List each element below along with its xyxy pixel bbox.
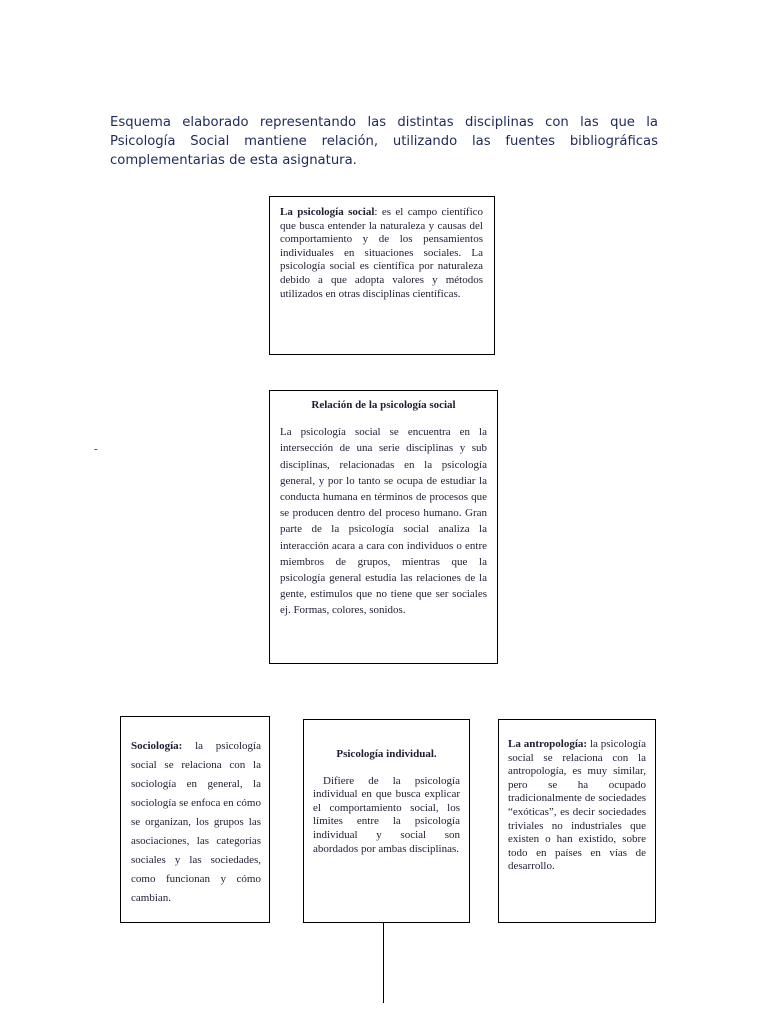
individual-psychology-body: Difiere de la psicología individual en que busca explicar el comportamiento social, los límites entre la psicología individual y social son abordados por ambas disciplinas. [313, 774, 460, 855]
stray-mark: - [94, 443, 98, 455]
relation-title: Relación de la psicología social [311, 399, 456, 411]
connector-line [383, 923, 384, 1003]
sociology-text [131, 737, 261, 908]
individual-psychology-box [303, 719, 470, 923]
relation-body: La psicología social se encuentra en la intersección de una serie disciplinas y sub disciplinas, relacionadas en la psicología general, y por lo tanto se ocupa de estudiar la conducta humana en términos de procesos que se producen dentro del proceso humano. Gran parte de la psicología social analiza la interacción acara a cara con individuos o entre miembros de grupos, mientras que la psicología general estudia las relaciones de la gente, estimulos que no tiene que ser sociales ej. Formas, colores, sonidos. [280, 426, 487, 617]
definition-box [269, 196, 495, 355]
definition-heading: La psicología social [280, 206, 375, 218]
anthropology-text [508, 738, 646, 874]
sociology-body: la psicología social se relaciona con la sociología en general, la sociología se enfoca en cómo se organizan, los grupos las asociaciones, las categorías sociales y las sociedades, como funcionan y cómo cambian. [131, 740, 261, 904]
anthropology-body: la psicología social se relaciona con la antropología, es muy similar, pero se ha ocupado tradicionalmente de sociedades “exóticas”, es decir sociedades triviales no industriales que existen o han existido, sobre todo en países en vías de desarrollo. [508, 738, 646, 873]
anthropology-box [498, 719, 656, 923]
individual-psychology-title: Psicología individual. [336, 748, 437, 760]
sociology-heading: Sociología: [131, 740, 183, 752]
definition-text [280, 206, 483, 301]
anthropology-heading: La antropología: [508, 738, 588, 750]
sociology-box [120, 716, 270, 923]
definition-body: : es el campo científico que busca entender la naturaleza y causas del comportamiento y de los pensamientos individuales en situaciones sociales. La psicología social es científica por naturaleza debido a que adopta valores y métodos utilizados en otras disciplinas científicas. [280, 206, 484, 300]
relation-box [269, 390, 498, 664]
intro-paragraph: Esquema elaborado representando las distintas disciplinas con las que la Psicología Social mantiene relación, utilizando las fuentes bibliográficas complementarias de esta asignatura. [110, 115, 658, 169]
